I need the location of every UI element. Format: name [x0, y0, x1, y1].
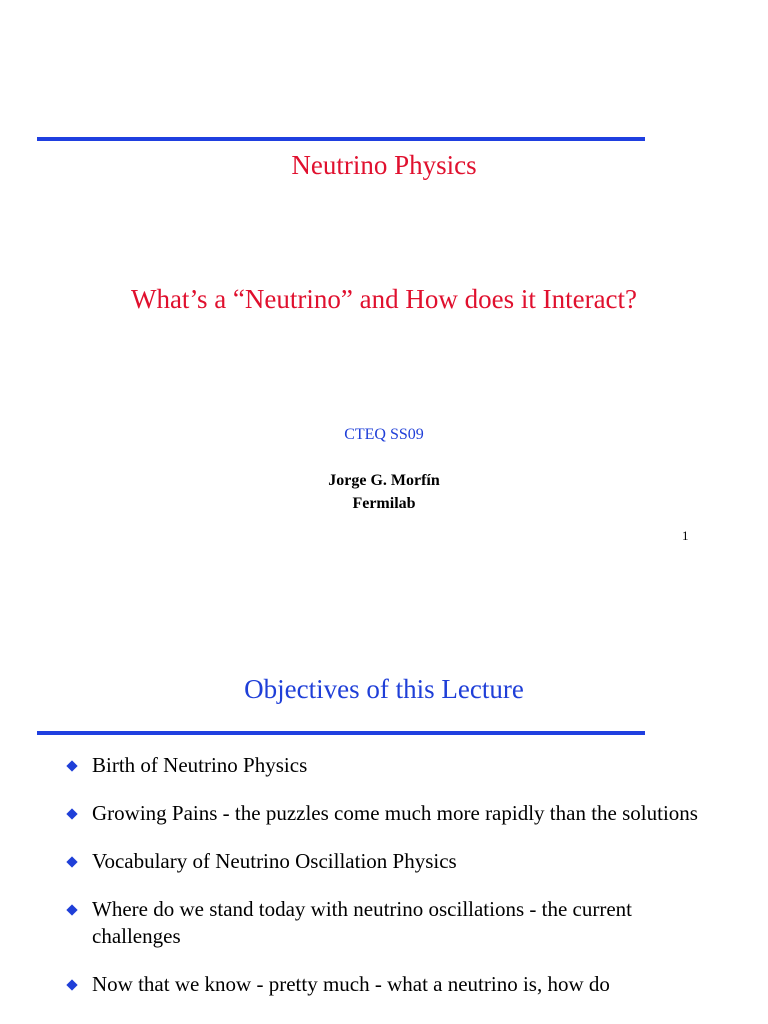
event-name: CTEQ SS09 — [344, 426, 424, 443]
list-item-text: Vocabulary of Neutrino Oscillation Physics — [92, 849, 457, 873]
list-item — [62, 800, 722, 827]
diamond-bullet-icon — [66, 808, 77, 819]
list-item-text: Where do we stand today with neutrino oscillations - the current challenges — [92, 897, 633, 948]
slide1-top-rule — [37, 137, 645, 141]
slide2-title: Objectives of this Lecture — [244, 674, 524, 704]
slide1-title: Neutrino Physics — [291, 150, 477, 180]
list-item — [62, 848, 722, 875]
slide2-title-rule — [37, 731, 645, 735]
page-number: 1 — [682, 528, 689, 543]
diamond-bullet-icon — [66, 856, 77, 867]
list-item-text: Birth of Neutrino Physics — [92, 753, 308, 777]
institution-name: Fermilab — [352, 495, 416, 512]
list-item — [62, 971, 722, 998]
objectives-list — [62, 752, 722, 1019]
slide1-subtitle: What’s a “Neutrino” and How does it Interact? — [130, 284, 638, 314]
list-item — [62, 896, 722, 950]
author-name: Jorge G. Morfín — [328, 472, 440, 489]
list-item — [62, 752, 722, 779]
diamond-bullet-icon — [66, 904, 77, 915]
list-item-text: Now that we know - pretty much - what a neutrino is, how do — [92, 972, 610, 996]
diamond-bullet-icon — [66, 760, 77, 771]
list-item-text: Growing Pains - the puzzles come much more rapidly than the solutions — [92, 801, 698, 825]
diamond-bullet-icon — [66, 979, 77, 990]
